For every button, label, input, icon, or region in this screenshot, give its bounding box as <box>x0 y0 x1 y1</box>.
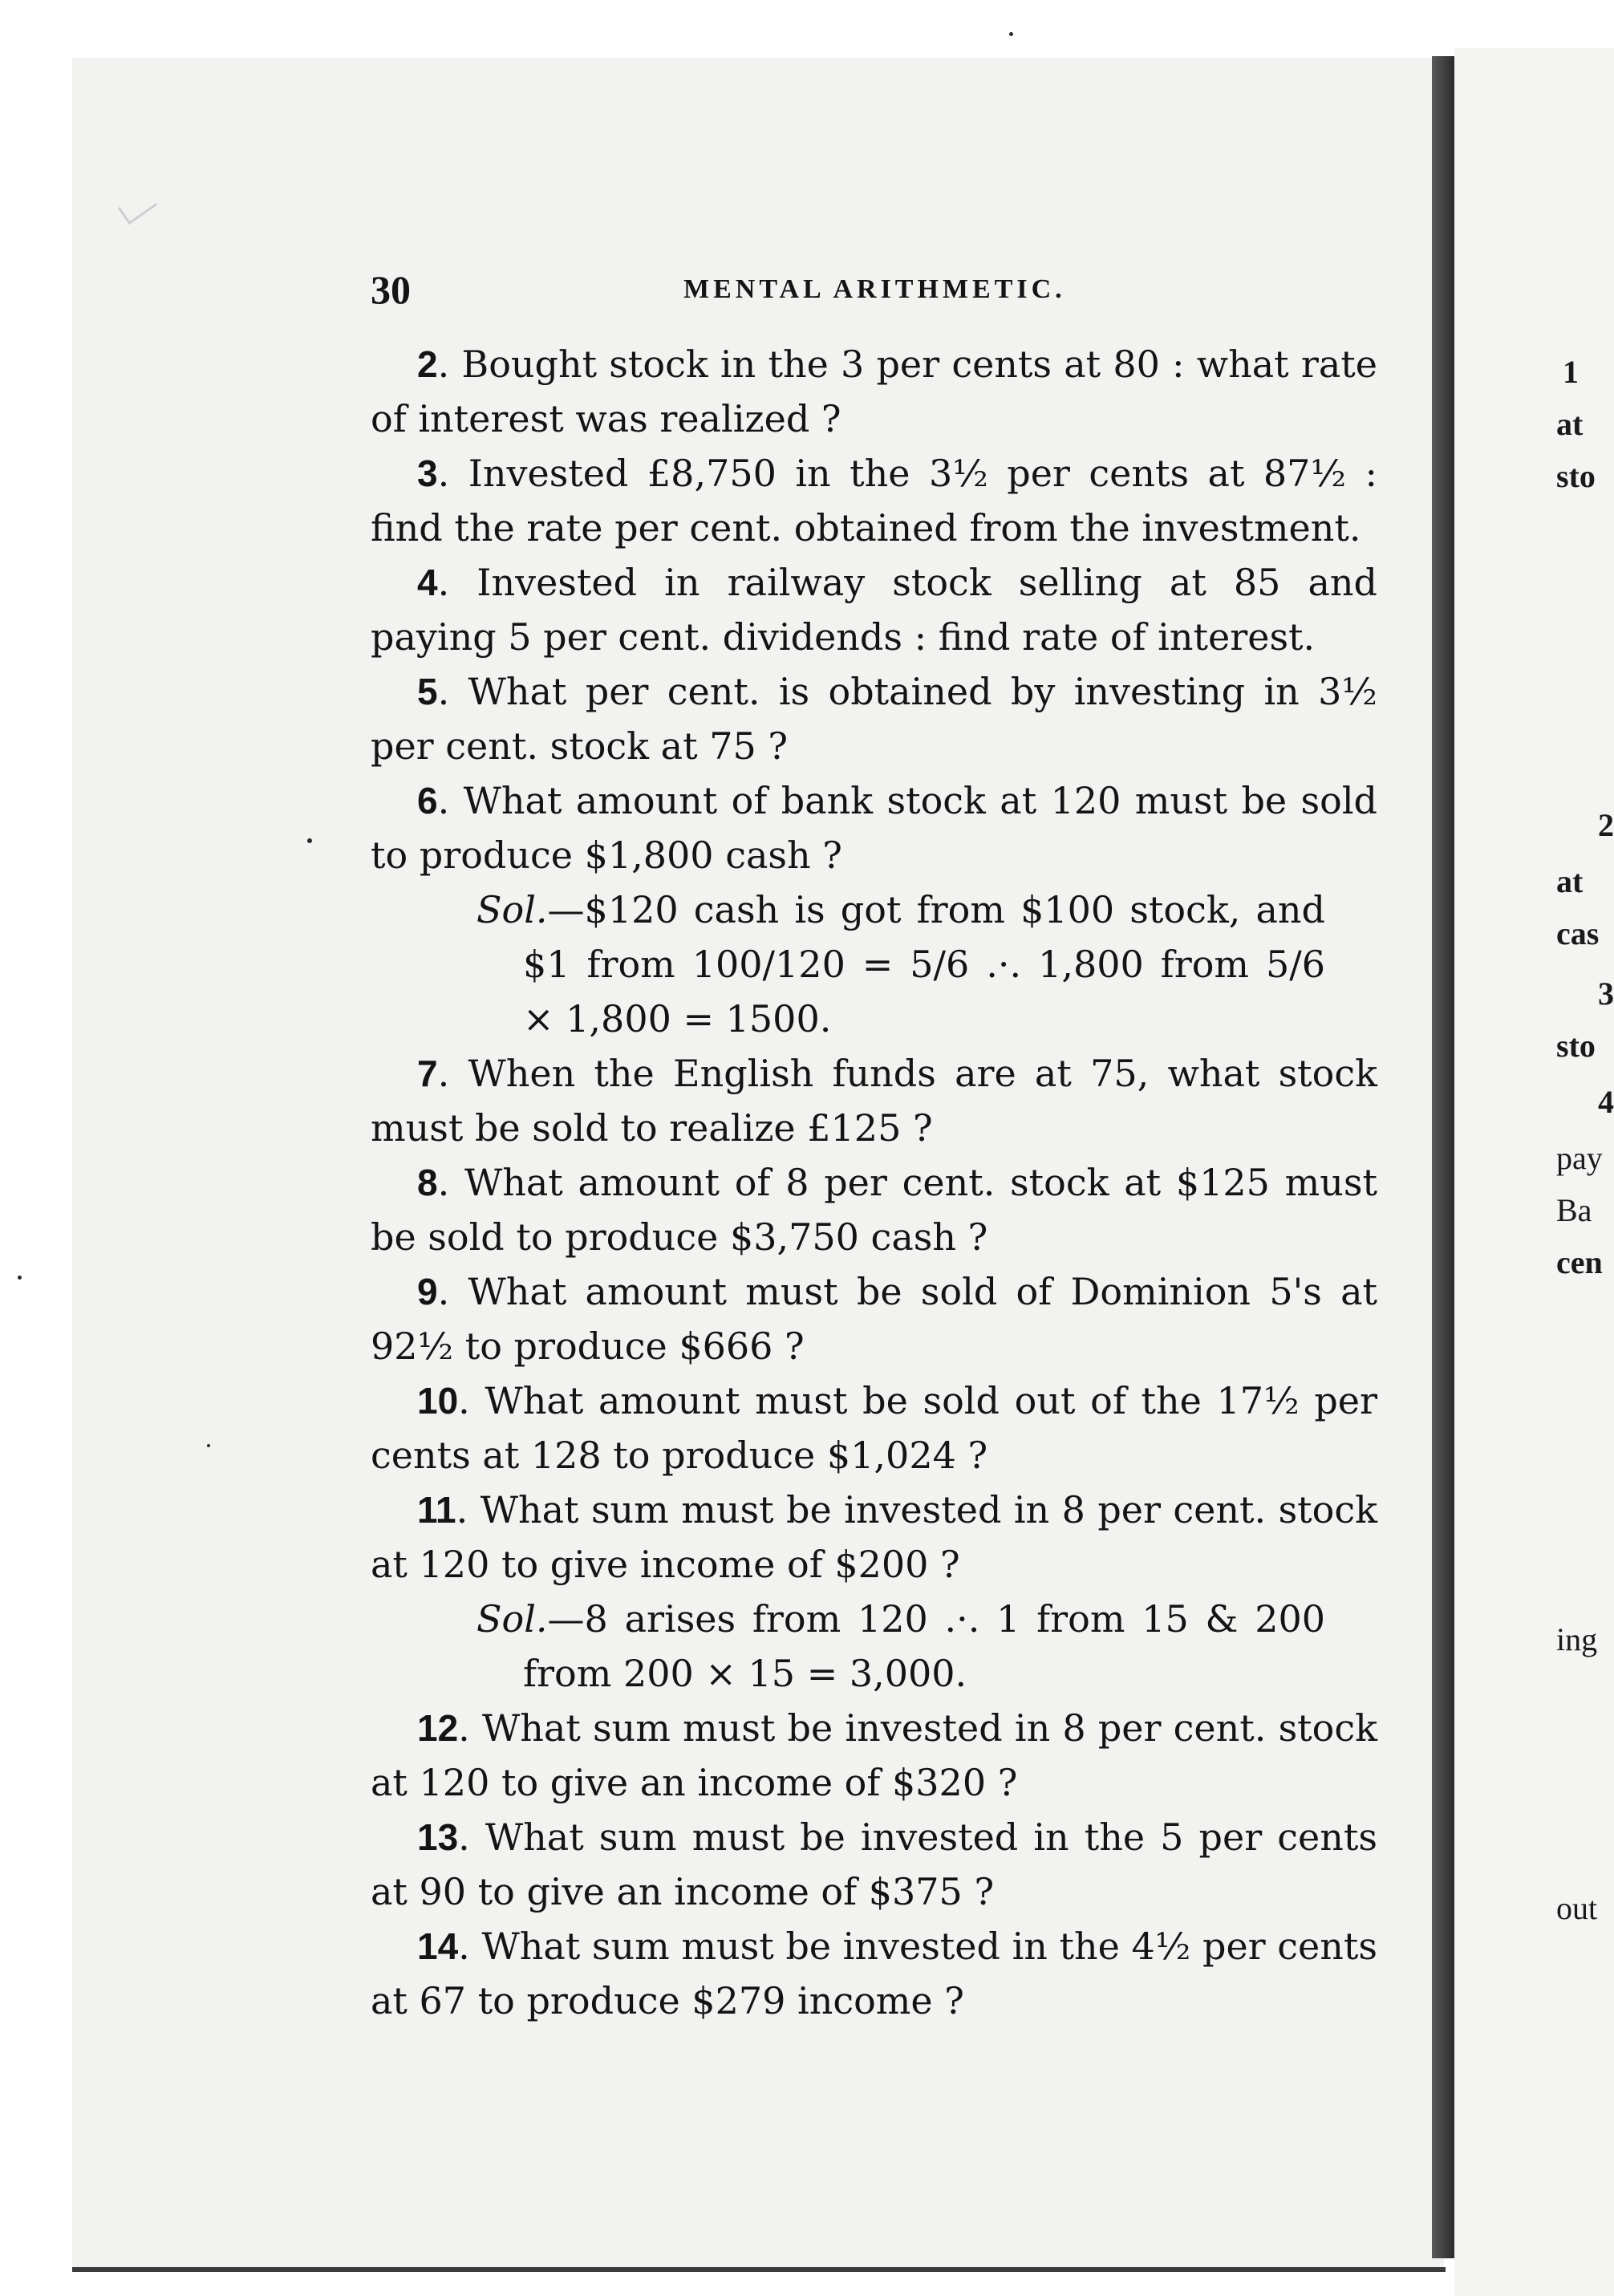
facing-fragment: sto <box>1556 458 1596 494</box>
problem-text: Bought stock in the 3 per cents at 80 : what rate of interest was realized ? <box>371 343 1377 440</box>
problem-10: 10. What amount must be sold out of the 17½ per cents at 128 to produce $1,024 ? <box>371 1379 1377 1477</box>
problem-number: 6 <box>417 780 438 821</box>
solution-text: —8 arises from 120 .·. 1 from 15 & 200 from 200 × 15 = 3,000. <box>523 1597 1325 1695</box>
problem-8: 8. What amount of 8 per cent. stock at $125 must be sold to produce $3,750 cash ? <box>371 1161 1377 1259</box>
scan-speck <box>207 1444 210 1447</box>
problem-number: 8 <box>417 1162 438 1203</box>
problem-number: 13 <box>417 1816 459 1858</box>
problem-text: What amount of bank stock at 120 must be sold to produce $1,800 cash ? <box>371 779 1377 877</box>
facing-fragment: Ba <box>1556 1192 1592 1228</box>
problem-text: What amount must be sold out of the 17½ per cents at 128 to produce $1,024 ? <box>371 1379 1377 1477</box>
solution-11 <box>476 1592 1325 1701</box>
problem-number: 14 <box>417 1925 459 1967</box>
problem-number: 5 <box>417 671 438 712</box>
problem-3: 3. Invested £8,750 in the 3½ per cents at 87½ : find the rate per cent. obtained from the investment. <box>371 452 1377 550</box>
problem-text: Invested in railway stock selling at 85 and paying 5 per cent. dividends : find rate of interest. <box>371 561 1377 659</box>
page-header <box>371 265 1173 314</box>
problem-number: 4 <box>417 562 438 603</box>
facing-fragment: ing <box>1556 1621 1598 1657</box>
problem-2: 2. Bought stock in the 3 per cents at 80 : what rate of interest was realized ? <box>371 343 1377 440</box>
problem-14: 14. What sum must be invested in the 4½ per cents at 67 to produce $279 income ? <box>371 1925 1378 2022</box>
problem-13: 13. What sum must be invested in the 5 per cents at 90 to give an income of $375 ? <box>371 1815 1377 1913</box>
problem-text: What amount of 8 per cent. stock at $125 must be sold to produce $3,750 cash ? <box>371 1161 1377 1259</box>
problem-4: 4. Invested in railway stock selling at 85 and paying 5 per cent. dividends : find rate of interest. <box>371 561 1377 659</box>
problem-6: 6. What amount of bank stock at 120 must be sold to produce $1,800 cash ? <box>371 779 1377 877</box>
facing-fragment: cas <box>1556 915 1600 951</box>
problem-text: What sum must be invested in the 4½ per cents at 67 to produce $279 income ? <box>371 1925 1378 2022</box>
facing-fragment: at <box>1556 406 1584 442</box>
problem-7: 7. When the English funds are at 75, what stock must be sold to realize £125 ? <box>371 1052 1377 1150</box>
problem-text: Invested £8,750 in the 3½ per cents at 87½ : find the rate per cent. obtained from the investment. <box>371 452 1377 550</box>
problem-text: What per cent. is obtained by investing in 3½ per cent. stock at 75 ? <box>371 670 1378 768</box>
facing-fragment: cen <box>1556 1244 1603 1280</box>
page-number: 30 <box>371 267 411 312</box>
facing-fragment: 2 <box>1598 807 1614 843</box>
solution-text: —$120 cash is got from $100 stock, and $1 from 100/120 = 5/6 .·. 1,800 from 5/6 × 1,800 = 1500. <box>523 888 1325 1041</box>
problem-number: 11 <box>417 1489 456 1531</box>
facing-fragment: pay <box>1556 1140 1603 1176</box>
solution-6 <box>476 882 1325 1046</box>
facing-fragment: sto <box>1556 1028 1596 1064</box>
scan-speck <box>1009 32 1013 36</box>
scan-speck <box>307 838 312 843</box>
problem-number: 10 <box>417 1380 459 1422</box>
problem-text: What sum must be invested in 8 per cent. stock at 120 to give income of $200 ? <box>371 1488 1377 1586</box>
running-head: MENTAL ARITHMETIC. <box>683 274 1066 304</box>
solution-label: Sol. <box>476 1597 548 1641</box>
solution-label: Sol. <box>476 888 548 931</box>
page-edge-shadow <box>1432 56 1454 2258</box>
problem-text: What sum must be invested in the 5 per cents at 90 to give an income of $375 ? <box>371 1815 1377 1913</box>
problem-12: 12. What sum must be invested in 8 per cent. stock at 120 to give an income of $320 ? <box>371 1706 1377 1804</box>
facing-fragment: 1 <box>1563 354 1579 390</box>
problem-text: What amount must be sold of Dominion 5's at 92½ to produce $666 ? <box>371 1270 1378 1368</box>
problem-number: 7 <box>417 1053 438 1094</box>
problem-9: 9. What amount must be sold of Dominion 5's at 92½ to produce $666 ? <box>371 1270 1378 1368</box>
problem-5: 5. What per cent. is obtained by investing in 3½ per cent. stock at 75 ? <box>371 670 1378 768</box>
problem-number: 9 <box>417 1271 438 1312</box>
problem-list <box>371 337 1377 2028</box>
problem-number: 2 <box>417 343 438 385</box>
facing-fragment: out <box>1556 1890 1598 1926</box>
scan-speck <box>18 1276 22 1280</box>
facing-fragment: at <box>1556 863 1584 899</box>
facing-fragment: 4 <box>1598 1084 1614 1120</box>
problem-number: 3 <box>417 452 438 494</box>
facing-fragment: 3 <box>1598 976 1614 1012</box>
problem-number: 12 <box>417 1707 459 1749</box>
problem-11: 11. What sum must be invested in 8 per cent. stock at 120 to give income of $200 ? <box>371 1488 1377 1586</box>
problem-text: When the English funds are at 75, what stock must be sold to realize £125 ? <box>371 1052 1377 1150</box>
problem-text: What sum must be invested in 8 per cent. stock at 120 to give an income of $320 ? <box>371 1706 1377 1804</box>
page-bottom-edge <box>72 2267 1446 2272</box>
